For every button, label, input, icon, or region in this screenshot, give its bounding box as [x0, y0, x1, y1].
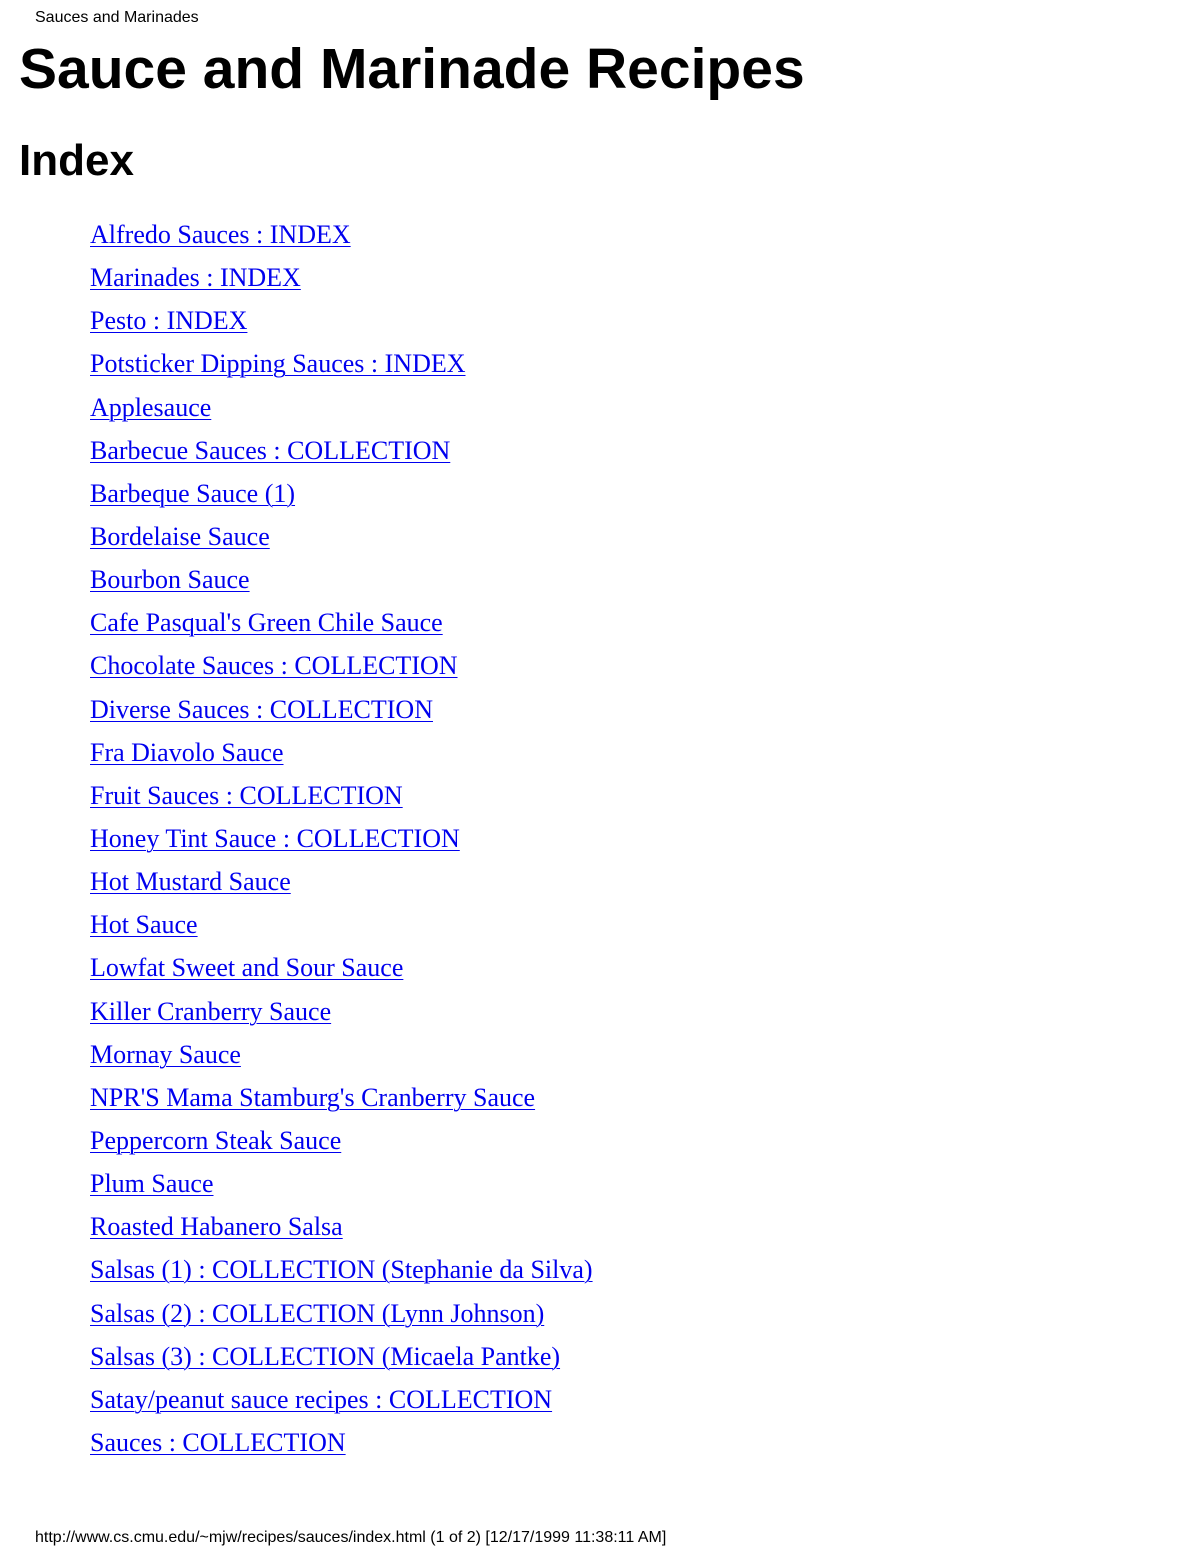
recipe-link[interactable]: Cafe Pasqual's Green Chile Sauce	[90, 608, 443, 638]
list-item	[90, 1291, 593, 1334]
list-item	[90, 1377, 593, 1420]
recipe-link[interactable]: Lowfat Sweet and Sour Sauce	[90, 953, 404, 983]
section-heading-index: Index	[19, 136, 134, 185]
list-item	[90, 1334, 593, 1377]
recipe-link[interactable]: Bordelaise Sauce	[90, 521, 270, 551]
list-item	[90, 298, 593, 341]
recipe-link[interactable]: Barbeque Sauce (1)	[90, 478, 296, 508]
list-item	[90, 945, 593, 988]
recipe-link-list	[90, 212, 593, 1463]
print-header-title: Sauces and Marinades	[35, 9, 199, 26]
list-item	[90, 1118, 593, 1161]
list-item	[90, 859, 593, 902]
list-item	[90, 471, 593, 514]
recipe-link[interactable]: Potsticker Dipping Sauces : INDEX	[90, 349, 466, 379]
list-item	[90, 902, 593, 945]
list-item	[90, 255, 593, 298]
list-item	[90, 212, 593, 255]
list-item	[90, 514, 593, 557]
recipe-link[interactable]: Satay/peanut sauce recipes : COLLECTION	[90, 1384, 553, 1414]
page-title: Sauce and Marinade Recipes	[19, 37, 805, 101]
list-item	[90, 687, 593, 730]
list-item	[90, 989, 593, 1032]
list-item	[90, 1032, 593, 1075]
recipe-link[interactable]: Roasted Habanero Salsa	[90, 1212, 343, 1242]
list-item	[90, 1075, 593, 1118]
recipe-link[interactable]: Chocolate Sauces : COLLECTION	[90, 651, 458, 681]
recipe-link[interactable]: Alfredo Sauces : INDEX	[90, 220, 351, 249]
recipe-link[interactable]: Barbecue Sauces : COLLECTION	[90, 435, 451, 465]
list-item	[90, 341, 593, 384]
recipe-link[interactable]: Fruit Sauces : COLLECTION	[90, 780, 403, 810]
recipe-link[interactable]: Marinades : INDEX	[90, 263, 301, 293]
recipe-link[interactable]: Diverse Sauces : COLLECTION	[90, 694, 433, 724]
list-item	[90, 730, 593, 773]
recipe-link[interactable]: Sauces : COLLECTION	[90, 1427, 346, 1457]
recipe-link[interactable]: Pesto : INDEX	[90, 306, 248, 336]
recipe-link[interactable]: Plum Sauce	[90, 1169, 214, 1199]
recipe-link[interactable]: Salsas (2) : COLLECTION (Lynn Johnson)	[90, 1298, 545, 1328]
list-item	[90, 816, 593, 859]
list-item	[90, 1420, 593, 1463]
recipe-link[interactable]: Honey Tint Sauce : COLLECTION	[90, 823, 460, 853]
print-footer-url: http://www.cs.cmu.edu/~mjw/recipes/sauces/index.html (1 of 2) [12/17/1999 11:38:11 AM]	[35, 1529, 667, 1546]
recipe-link[interactable]: NPR'S Mama Stamburg's Cranberry Sauce	[90, 1082, 536, 1112]
list-item	[90, 643, 593, 686]
list-item	[90, 773, 593, 816]
recipe-link[interactable]: Bourbon Sauce	[90, 565, 250, 595]
recipe-link[interactable]: Hot Mustard Sauce	[90, 867, 291, 897]
list-item	[90, 1247, 593, 1290]
recipe-link[interactable]: Fra Diavolo Sauce	[90, 737, 284, 767]
recipe-link[interactable]: Applesauce	[90, 392, 212, 422]
list-item	[90, 1204, 593, 1247]
list-item	[90, 600, 593, 643]
recipe-link[interactable]: Salsas (1) : COLLECTION (Stephanie da Silva)	[90, 1255, 593, 1285]
list-item	[90, 1161, 593, 1204]
list-item	[90, 428, 593, 471]
recipe-link[interactable]: Mornay Sauce	[90, 1039, 241, 1069]
recipe-link[interactable]: Hot Sauce	[90, 910, 198, 940]
recipe-link[interactable]: Killer Cranberry Sauce	[90, 996, 332, 1026]
recipe-link[interactable]: Peppercorn Steak Sauce	[90, 1125, 342, 1155]
list-item	[90, 385, 593, 428]
list-item	[90, 557, 593, 600]
recipe-link[interactable]: Salsas (3) : COLLECTION (Micaela Pantke)	[90, 1341, 561, 1371]
